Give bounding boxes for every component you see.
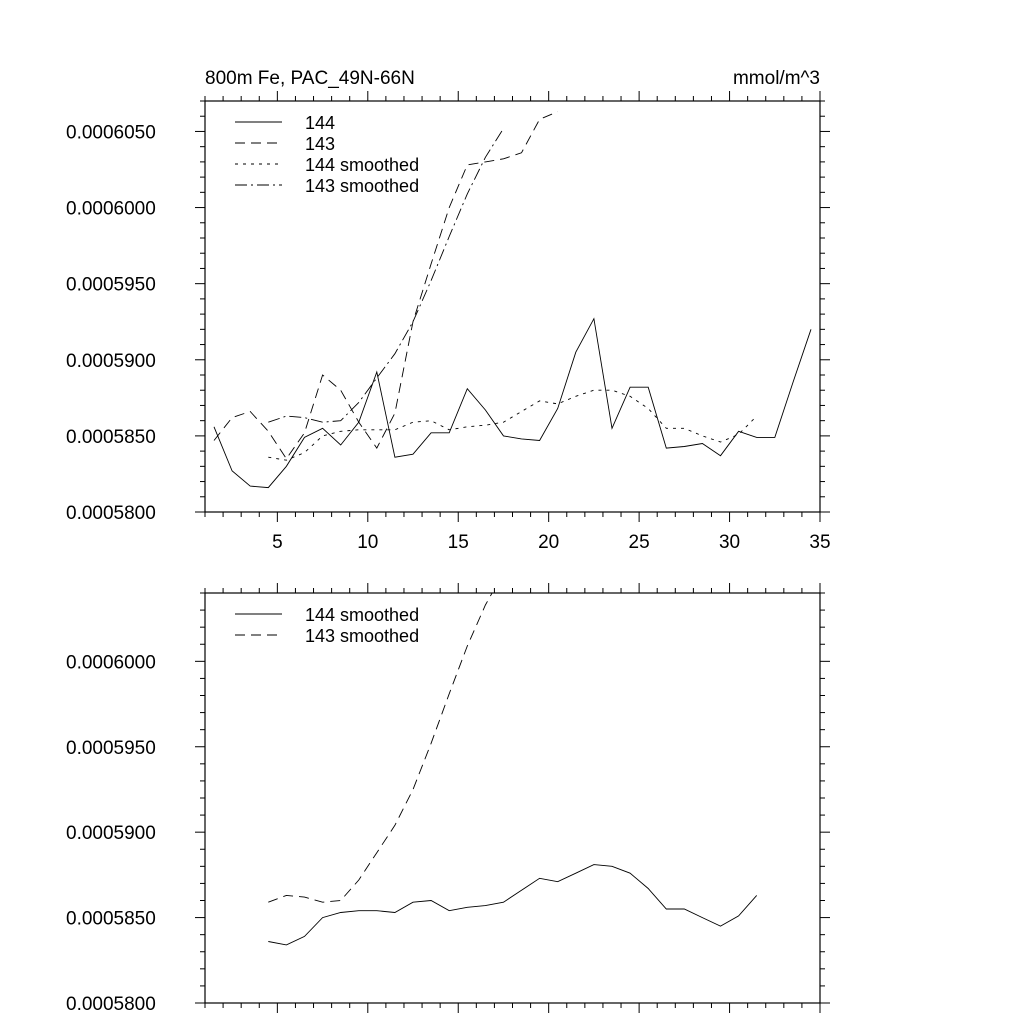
plot-frame — [205, 101, 820, 512]
y-tick-label: 0.0005850 — [66, 908, 156, 930]
top-line-chart — [66, 68, 831, 553]
y-tick-label: 0.0005800 — [66, 994, 156, 1015]
bottom-line-chart — [66, 573, 830, 1016]
plot-frame — [205, 593, 820, 1003]
series-line-144-smoothed — [268, 865, 756, 945]
y-tick-label: 0.0006000 — [66, 198, 156, 220]
y-tick-label: 0.0005900 — [66, 350, 156, 372]
x-tick-label: 35 — [809, 532, 831, 553]
legend-label: 144 smoothed — [305, 155, 420, 175]
x-tick-label: 25 — [628, 532, 650, 553]
legend-label: 144 smoothed — [305, 605, 420, 625]
series-group — [214, 112, 811, 488]
chart-title: 800m Fe, PAC_49N-66N — [205, 68, 415, 89]
y-tick-label: 0.0006050 — [66, 122, 156, 144]
y-tick-label: 0.0005950 — [66, 737, 156, 759]
legend-label: 143 smoothed — [305, 176, 420, 196]
series-line-144-smoothed — [268, 390, 756, 460]
x-tick-label: 20 — [538, 532, 560, 553]
units-label: mmol/m^3 — [732, 68, 820, 89]
x-tick-label: 30 — [718, 532, 741, 553]
legend-label: 144 — [305, 113, 336, 133]
series-line-144 — [214, 319, 811, 488]
x-tick-label: 15 — [447, 532, 469, 553]
x-tick-label: 10 — [357, 532, 379, 553]
legend-label: 143 — [305, 134, 336, 154]
x-tick-label: 5 — [272, 532, 283, 553]
y-tick-label: 0.0005900 — [66, 823, 156, 845]
y-tick-label: 0.0005950 — [66, 274, 156, 296]
legend-label: 143 smoothed — [305, 626, 420, 646]
y-tick-label: 0.0006000 — [66, 652, 156, 674]
y-tick-label: 0.0005800 — [66, 503, 156, 524]
y-tick-label: 0.0005850 — [66, 426, 156, 448]
